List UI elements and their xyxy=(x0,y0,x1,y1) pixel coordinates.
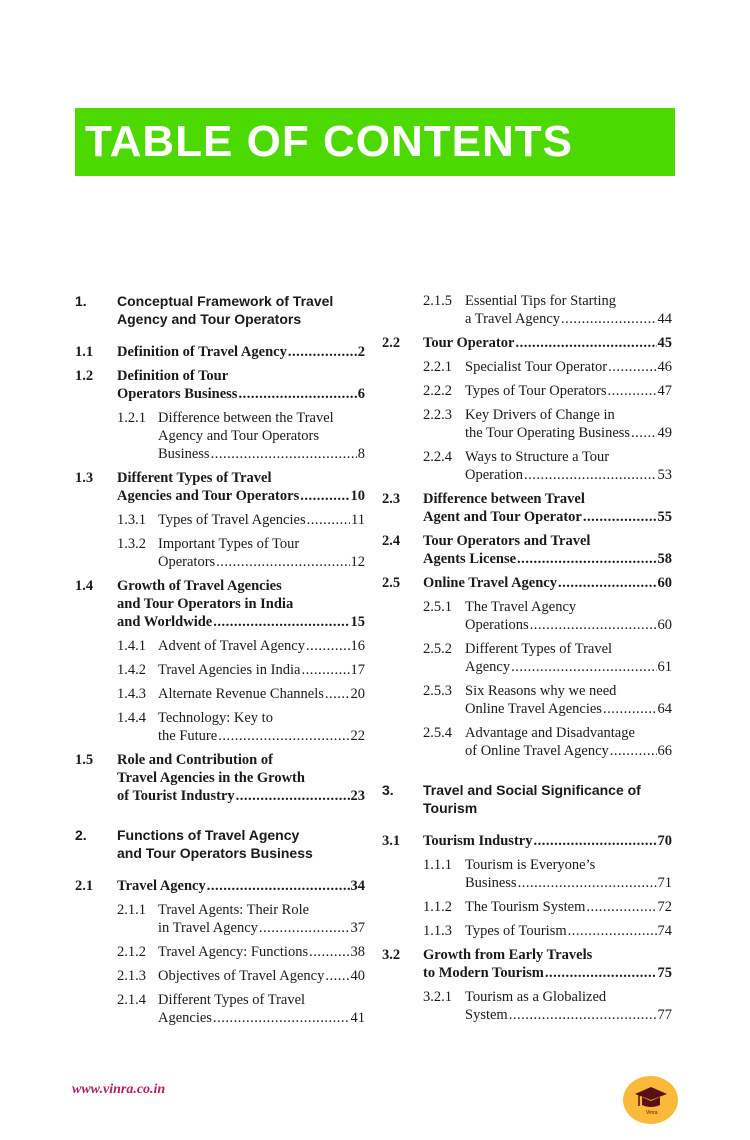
toc-number: 1.3.2 xyxy=(117,536,146,552)
footer-url[interactable]: www.vinra.co.in xyxy=(72,1082,166,1097)
leader-dots xyxy=(524,466,657,484)
leader-dots xyxy=(259,919,350,937)
toc-page-number: 74 xyxy=(657,923,672,939)
toc-title-line: Types of Tourism xyxy=(465,923,567,939)
toc-title-line: System xyxy=(465,1007,508,1023)
leader-dots xyxy=(610,742,657,760)
toc-title-line: Functions of Travel Agency xyxy=(117,827,300,843)
toc-page-number: 66 xyxy=(657,743,672,759)
toc-page-number: 37 xyxy=(350,920,365,936)
toc-title-line: Difference between the Travel xyxy=(158,410,334,426)
leader-dots xyxy=(568,922,657,940)
toc-title-line: Travel Agency: Functions xyxy=(158,944,309,960)
leader-dots xyxy=(561,310,656,328)
leader-dots xyxy=(518,874,657,892)
toc-title-line: Role and Contribution of xyxy=(117,752,273,768)
toc-number: 1.4.3 xyxy=(117,686,146,702)
leader-dots xyxy=(301,661,349,679)
toc-page-number: 17 xyxy=(350,662,365,678)
leader-dots xyxy=(583,508,657,526)
toc-title-line: Travel Agency xyxy=(117,878,206,894)
graduation-cap-logo-icon xyxy=(623,1076,678,1124)
toc-number: 2.2.4 xyxy=(423,449,452,465)
leader-dots xyxy=(325,967,349,985)
toc-number: 1.4 xyxy=(75,578,94,594)
toc-title-line: Operators xyxy=(158,554,216,570)
leader-dots xyxy=(218,727,349,745)
toc-title-line: Tour Operator xyxy=(423,335,515,351)
toc-page-number: 58 xyxy=(657,551,672,567)
toc-title-line: Agency xyxy=(465,659,511,675)
toc-number: 2.5 xyxy=(382,575,401,591)
toc-title-line: Agent and Tour Operator xyxy=(423,509,582,525)
toc-title-line: the Future xyxy=(158,728,218,744)
toc-title-line: Operations xyxy=(465,617,529,633)
toc-number: 3. xyxy=(382,782,394,798)
toc-page-number: 34 xyxy=(350,878,365,894)
toc-number: 1.1.2 xyxy=(423,899,452,915)
toc-title-line: and Tour Operators in India xyxy=(117,596,294,612)
toc-title-line: Conceptual Framework of Travel xyxy=(117,293,334,309)
toc-title-line: Travel Agencies in India xyxy=(158,662,301,678)
toc-title-line: Tourism xyxy=(423,800,478,816)
toc-title-line: Objectives of Travel Agency xyxy=(158,968,325,984)
toc-title-line: Agencies and Tour Operators xyxy=(117,488,300,504)
toc-number: 2.2.2 xyxy=(423,383,452,399)
toc-page-number: 10 xyxy=(350,488,365,504)
toc-title-line: Operation xyxy=(465,467,523,483)
toc-page-number: 8 xyxy=(357,446,365,462)
toc-title-line: Growth from Early Travels xyxy=(423,947,593,963)
toc-page-number: 46 xyxy=(657,359,672,375)
toc-title-line: Tour Operators and Travel xyxy=(423,533,591,549)
toc-title-line: Online Travel Agencies xyxy=(465,701,602,717)
toc-number: 1.4.1 xyxy=(117,638,146,654)
toc-number: 2.5.4 xyxy=(423,725,452,741)
toc-title-line: Advent of Travel Agency xyxy=(158,638,305,654)
toc-page-number: 55 xyxy=(657,509,672,525)
leader-dots xyxy=(511,658,656,676)
toc-title-line: Difference between Travel xyxy=(423,491,585,507)
toc-title-line: Important Types of Tour xyxy=(158,536,300,552)
toc-page-number: 44 xyxy=(657,311,672,327)
toc-title-line: to Modern Tourism xyxy=(423,965,544,981)
toc-title-line: Travel and Social Significance of xyxy=(423,782,641,798)
toc-title-line: The Tourism System xyxy=(465,899,586,915)
leader-dots xyxy=(603,700,657,718)
toc-number: 2. xyxy=(75,827,87,843)
toc-title-line: Different Types of Travel xyxy=(158,992,306,1008)
leader-dots xyxy=(607,382,656,400)
toc-number: 2.1 xyxy=(75,878,94,894)
toc-number: 3.2.1 xyxy=(423,989,452,1005)
toc-page-number: 64 xyxy=(657,701,672,717)
leader-dots xyxy=(530,616,657,634)
toc-page-number: 6 xyxy=(357,386,365,402)
toc-page-number: 20 xyxy=(350,686,365,702)
leader-dots xyxy=(288,343,357,361)
toc-number: 2.5.3 xyxy=(423,683,452,699)
toc-number: 2.1.5 xyxy=(423,293,452,309)
toc-title-line: Travel Agencies in the Growth xyxy=(117,770,305,786)
toc-title-line: Online Travel Agency xyxy=(423,575,557,591)
leader-dots xyxy=(325,685,350,703)
toc-page-number: 40 xyxy=(350,968,365,984)
leader-dots xyxy=(309,943,349,961)
toc-number: 1.2.1 xyxy=(117,410,146,426)
toc-number: 1.1 xyxy=(75,344,94,360)
leader-dots xyxy=(558,574,657,592)
page-title: TABLE OF CONTENTS xyxy=(85,117,573,166)
leader-dots xyxy=(207,877,350,895)
leader-dots xyxy=(631,424,656,442)
toc-title-line: Tourism Industry xyxy=(423,833,533,849)
toc-title-line: Different Types of Travel xyxy=(465,641,613,657)
toc-number: 2.2 xyxy=(382,335,401,351)
leader-dots xyxy=(306,637,350,655)
toc-title-line: Agencies xyxy=(158,1010,212,1026)
toc-number: 2.5.2 xyxy=(423,641,452,657)
toc-page-number: 75 xyxy=(657,965,672,981)
toc-page-number: 47 xyxy=(657,383,672,399)
toc-title-line: Growth of Travel Agencies xyxy=(117,578,282,594)
svg-text:Vinra: Vinra xyxy=(646,1110,658,1116)
toc-number: 1.4.4 xyxy=(117,710,146,726)
toc-page-number: 15 xyxy=(350,614,365,630)
leader-dots xyxy=(509,1006,657,1024)
toc-title-line: Key Drivers of Change in xyxy=(465,407,615,423)
toc-page-number: 22 xyxy=(350,728,365,744)
toc-number: 2.4 xyxy=(382,533,401,549)
toc-number: 1.3.1 xyxy=(117,512,146,528)
toc-title-line: Types of Tour Operators xyxy=(465,383,607,399)
toc-title-line: Types of Travel Agencies xyxy=(158,512,306,528)
leader-dots xyxy=(211,445,357,463)
leader-dots xyxy=(238,385,356,403)
toc-page-number: 2 xyxy=(357,344,365,360)
toc-number: 2.2.3 xyxy=(423,407,452,423)
toc-title-line: Agents License xyxy=(423,551,517,567)
leader-dots xyxy=(213,1009,350,1027)
toc-title-line: Tourism as a Globalized xyxy=(465,989,607,1005)
toc-page-number: 53 xyxy=(657,467,672,483)
toc-title-line: Essential Tips for Starting xyxy=(465,293,617,309)
toc-page-number: 12 xyxy=(350,554,365,570)
toc-page-number: 70 xyxy=(657,833,672,849)
toc-number: 2.3 xyxy=(382,491,401,507)
toc-page-number: 23 xyxy=(350,788,365,804)
toc-page-number: 72 xyxy=(657,899,672,915)
toc-title-line: Advantage and Disadvantage xyxy=(465,725,635,741)
toc-page-number: 38 xyxy=(350,944,365,960)
toc-title-line: Tourism is Everyone’s xyxy=(465,857,596,873)
toc-number: 2.5.1 xyxy=(423,599,452,615)
toc-page-number: 45 xyxy=(657,335,672,351)
toc-title-line: of Online Travel Agency xyxy=(465,743,609,759)
leader-dots xyxy=(236,787,350,805)
toc-number: 2.1.3 xyxy=(117,968,146,984)
toc-number: 3.2 xyxy=(382,947,401,963)
leader-dots xyxy=(515,334,656,352)
toc-title-line: the Tour Operating Business xyxy=(465,425,631,441)
toc-number: 2.1.2 xyxy=(117,944,146,960)
toc-title-line: Operators Business xyxy=(117,386,238,402)
leader-dots xyxy=(307,511,350,529)
toc-number: 2.1.1 xyxy=(117,902,146,918)
toc-number: 1.4.2 xyxy=(117,662,146,678)
toc-number: 1.3 xyxy=(75,470,94,486)
leader-dots xyxy=(586,898,656,916)
toc-page-number: 41 xyxy=(350,1010,365,1026)
toc-title-line: Definition of Tour xyxy=(117,368,229,384)
toc-title-line: Technology: Key to xyxy=(158,710,273,726)
toc-title-line: Six Reasons why we need xyxy=(465,683,617,699)
leader-dots xyxy=(545,964,657,982)
toc-title-line: of Tourist Industry xyxy=(117,788,235,804)
toc-title-line: Travel Agents: Their Role xyxy=(158,902,310,918)
toc-title-line: and Worldwide xyxy=(117,614,213,630)
toc-title-line: a Travel Agency xyxy=(465,311,561,327)
leader-dots xyxy=(300,487,349,505)
toc-number: 1. xyxy=(75,293,87,309)
toc-title-line: The Travel Agency xyxy=(465,599,577,615)
toc-page-number: 60 xyxy=(657,617,672,633)
toc-title-line: Business xyxy=(465,875,517,891)
title-banner xyxy=(75,108,675,176)
toc-number: 3.1 xyxy=(382,833,401,849)
toc-title-line: Ways to Structure a Tour xyxy=(465,449,610,465)
leader-dots xyxy=(216,553,349,571)
toc-title-line: in Travel Agency xyxy=(158,920,258,936)
toc-page-number: 49 xyxy=(657,425,672,441)
toc-page-number: 61 xyxy=(657,659,672,675)
toc-number: 1.5 xyxy=(75,752,94,768)
toc-title-line: Business xyxy=(158,446,210,462)
toc-title-line: Definition of Travel Agency xyxy=(117,344,287,360)
toc-title-line: Agency and Tour Operators xyxy=(117,311,302,327)
toc-page-number: 11 xyxy=(351,512,365,528)
toc-number: 1.1.1 xyxy=(423,857,452,873)
toc-number: 2.1.4 xyxy=(117,992,146,1008)
toc-page-number: 16 xyxy=(350,638,365,654)
leader-dots xyxy=(608,358,656,376)
toc-number: 1.1.3 xyxy=(423,923,452,939)
toc-title-line: Agency and Tour Operators xyxy=(158,428,319,444)
toc-title-line: Alternate Revenue Channels xyxy=(158,686,324,702)
toc-page-number: 77 xyxy=(657,1007,672,1023)
leader-dots xyxy=(533,832,656,850)
toc-page-number: 60 xyxy=(657,575,672,591)
toc-title-line: Different Types of Travel xyxy=(117,470,272,486)
toc-title-line: and Tour Operators Business xyxy=(117,845,313,861)
leader-dots xyxy=(517,550,656,568)
toc-page-number: 71 xyxy=(657,875,672,891)
toc-title-line: Specialist Tour Operator xyxy=(465,359,608,375)
toc-number: 2.2.1 xyxy=(423,359,452,375)
toc-number: 1.2 xyxy=(75,368,94,384)
leader-dots xyxy=(213,613,349,631)
